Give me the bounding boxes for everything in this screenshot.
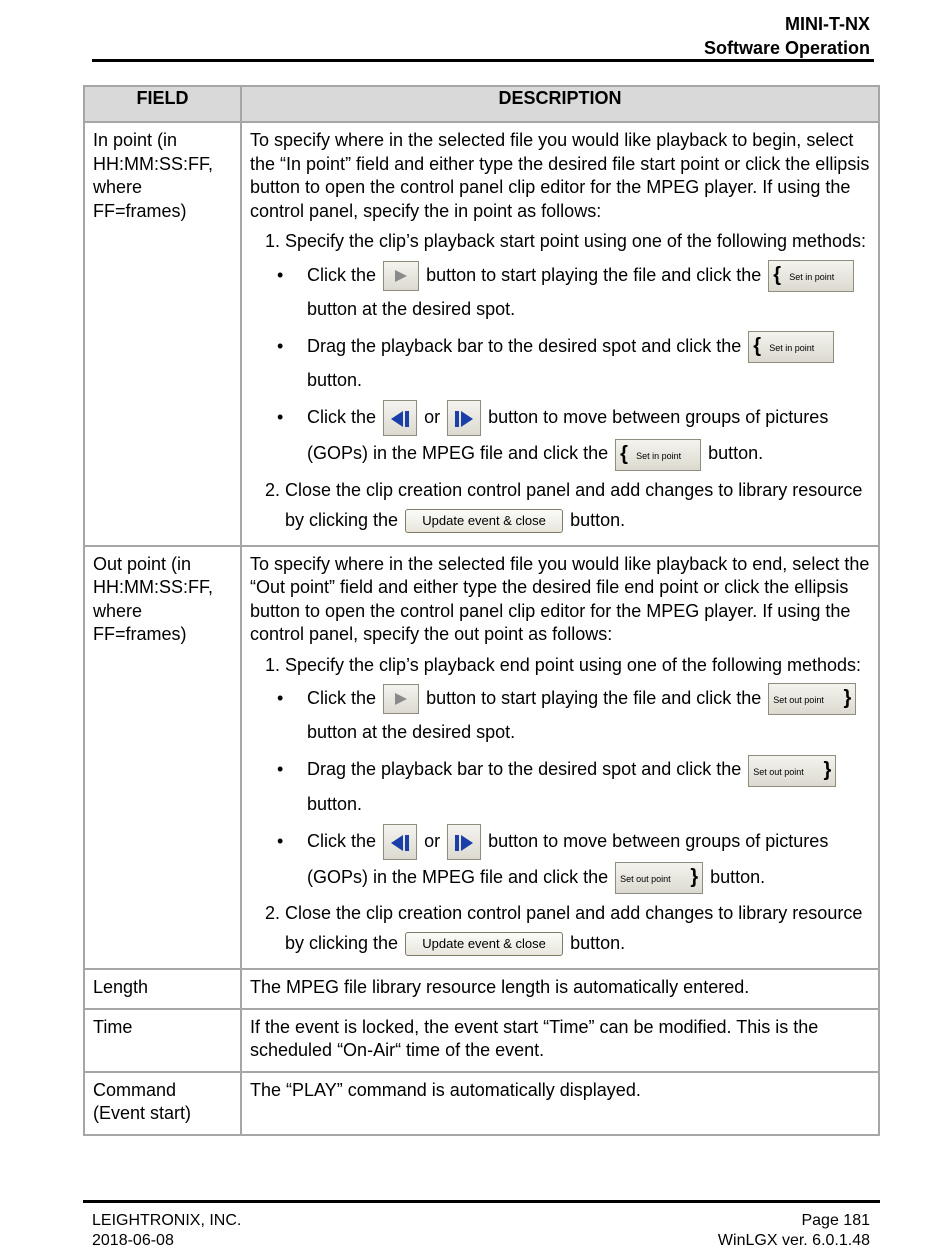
- page-number: Page 181: [801, 1212, 870, 1229]
- bullet-text: button.: [307, 793, 363, 814]
- step-text: button.: [570, 933, 626, 953]
- table-row-in-point: [84, 122, 879, 546]
- previous-gop-button: [383, 400, 417, 436]
- step-item: [285, 654, 870, 895]
- footer-rule: [83, 1200, 880, 1203]
- out-point-intro: To specify where in the selected file you would like playback to end, select the “Out point” field and either type the desired file end point or click the ellipsis button to open the control panel clip editor for the MPEG player. If using the control panel, specify the out point as follows:: [250, 553, 870, 644]
- set-in-point-button: { Set in point: [748, 331, 834, 363]
- footer-left: [92, 1211, 241, 1251]
- step-item: [285, 898, 870, 958]
- step-text: Specify the clip’s playback start point using one of the following methods:: [285, 231, 867, 251]
- set-out-point-button: Set out point }: [748, 755, 836, 787]
- field-cell: Command (Event start): [84, 1072, 241, 1135]
- list-item: [285, 824, 870, 895]
- step-text: Close the clip creation control panel and add changes to library resource by clicking the: [285, 479, 863, 530]
- table-header-row: [84, 86, 879, 122]
- bullet-text: Click the: [307, 407, 377, 427]
- bullet-text: button.: [307, 370, 363, 390]
- bullet-text: button to start playing the file and click the: [426, 688, 762, 708]
- table-row-out-point: [84, 546, 879, 970]
- doc-subtitle: Software Operation: [703, 38, 870, 58]
- bullet-text: button at the desired spot.: [307, 722, 516, 743]
- company-name: LEIGHTRONIX, INC.: [92, 1212, 242, 1229]
- step-text: button.: [570, 509, 626, 530]
- out-point-steps: [250, 654, 870, 959]
- next-gop-button: [447, 400, 481, 436]
- play-button: [383, 261, 419, 291]
- table-row-command: [84, 1072, 879, 1135]
- bullet-text: button to move between groups of pictures (GOPs) in the MPEG file and click the: [307, 830, 829, 887]
- play-icon: [392, 691, 410, 707]
- field-cell: Time: [84, 1009, 241, 1072]
- step-item: [285, 230, 870, 471]
- update-event-close-button: Update event & close: [405, 932, 563, 956]
- field-cell: Length: [84, 969, 241, 1009]
- step-text: Specify the clip’s playback end point using one of the following methods:: [285, 654, 862, 675]
- bullet-text: Click the: [307, 264, 377, 285]
- set-out-point-button: Set out point }: [768, 683, 856, 715]
- bullet-text: Click the: [307, 830, 377, 851]
- bullet-text: button to move between groups of pictures (GOPs) in the MPEG file and click the: [307, 407, 829, 464]
- method-list: [285, 681, 870, 894]
- next-gop-icon: [453, 833, 475, 853]
- previous-gop-button: [383, 824, 417, 860]
- field-header: FIELD: [84, 86, 241, 122]
- header-rule: [92, 59, 874, 62]
- table-row-time: [84, 1009, 879, 1072]
- in-point-intro: To specify where in the selected file you would like playback to begin, select the “In point” field and either type the desired file start point or click the ellipsis button to open the control panel clip editor for the MPEG player. If using the control panel, specify the in point as follows:: [250, 130, 870, 221]
- doc-title: MINI-T-NX: [785, 14, 870, 34]
- previous-gop-icon: [389, 833, 411, 853]
- list-item: [285, 258, 870, 326]
- footer-right: [718, 1211, 870, 1251]
- doc-date: 2018-06-08: [92, 1232, 174, 1249]
- field-table: [83, 85, 880, 1136]
- bullet-text: button to start playing the file and click the: [426, 264, 762, 285]
- bullet-text: button.: [708, 443, 764, 464]
- bullet-text: or: [424, 830, 441, 851]
- bullet-text: or: [424, 407, 441, 427]
- in-point-steps: [250, 230, 870, 535]
- set-out-point-button: Set out point }: [615, 862, 703, 894]
- bullet-text: Click the: [307, 688, 377, 708]
- bullet-text: Drag the playback bar to the desired spot and click the: [307, 335, 742, 356]
- brace-icon: {: [773, 263, 782, 286]
- list-item: [285, 681, 870, 749]
- step-text: Close the clip creation control panel and add changes to library resource by clicking the: [285, 903, 863, 953]
- next-gop-button: [447, 824, 481, 860]
- play-button: [383, 684, 419, 714]
- description-cell: The MPEG file library resource length is automatically entered.: [241, 969, 879, 1009]
- next-gop-icon: [453, 409, 475, 429]
- list-item: [285, 400, 870, 471]
- brace-icon: }: [823, 758, 832, 781]
- brace-icon: {: [620, 442, 628, 465]
- description-cell: [241, 546, 879, 970]
- set-in-point-button: { Set in point: [768, 260, 854, 292]
- list-item: [285, 752, 870, 820]
- table-row-length: [84, 969, 879, 1009]
- method-list: [285, 258, 870, 471]
- field-cell: Out point (in HH:MM:SS:FF, where FF=frames): [84, 546, 241, 970]
- brace-icon: {: [753, 335, 762, 357]
- brace-icon: }: [690, 866, 699, 888]
- field-cell: In point (in HH:MM:SS:FF, where FF=frames): [84, 122, 241, 546]
- play-icon: [392, 268, 410, 284]
- bullet-text: button.: [710, 866, 766, 887]
- description-cell: [241, 122, 879, 546]
- bullet-text: button at the desired spot.: [307, 298, 516, 319]
- software-version: WinLGX ver. 6.0.1.48: [717, 1232, 870, 1249]
- set-in-point-button: { Set in point: [615, 439, 701, 471]
- description-cell: The “PLAY” command is automatically displayed.: [241, 1072, 879, 1135]
- bullet-text: Drag the playback bar to the desired spot and click the: [307, 759, 742, 780]
- previous-gop-icon: [389, 409, 411, 429]
- page-header: [704, 12, 870, 60]
- step-item: [285, 475, 870, 535]
- brace-icon: }: [843, 687, 852, 710]
- update-event-close-button: Update event & close: [405, 509, 563, 533]
- description-cell: If the event is locked, the event start “Time” can be modified. This is the scheduled “On-Air“ time of the event.: [241, 1009, 879, 1072]
- list-item: [285, 329, 870, 397]
- description-header: DESCRIPTION: [241, 86, 879, 122]
